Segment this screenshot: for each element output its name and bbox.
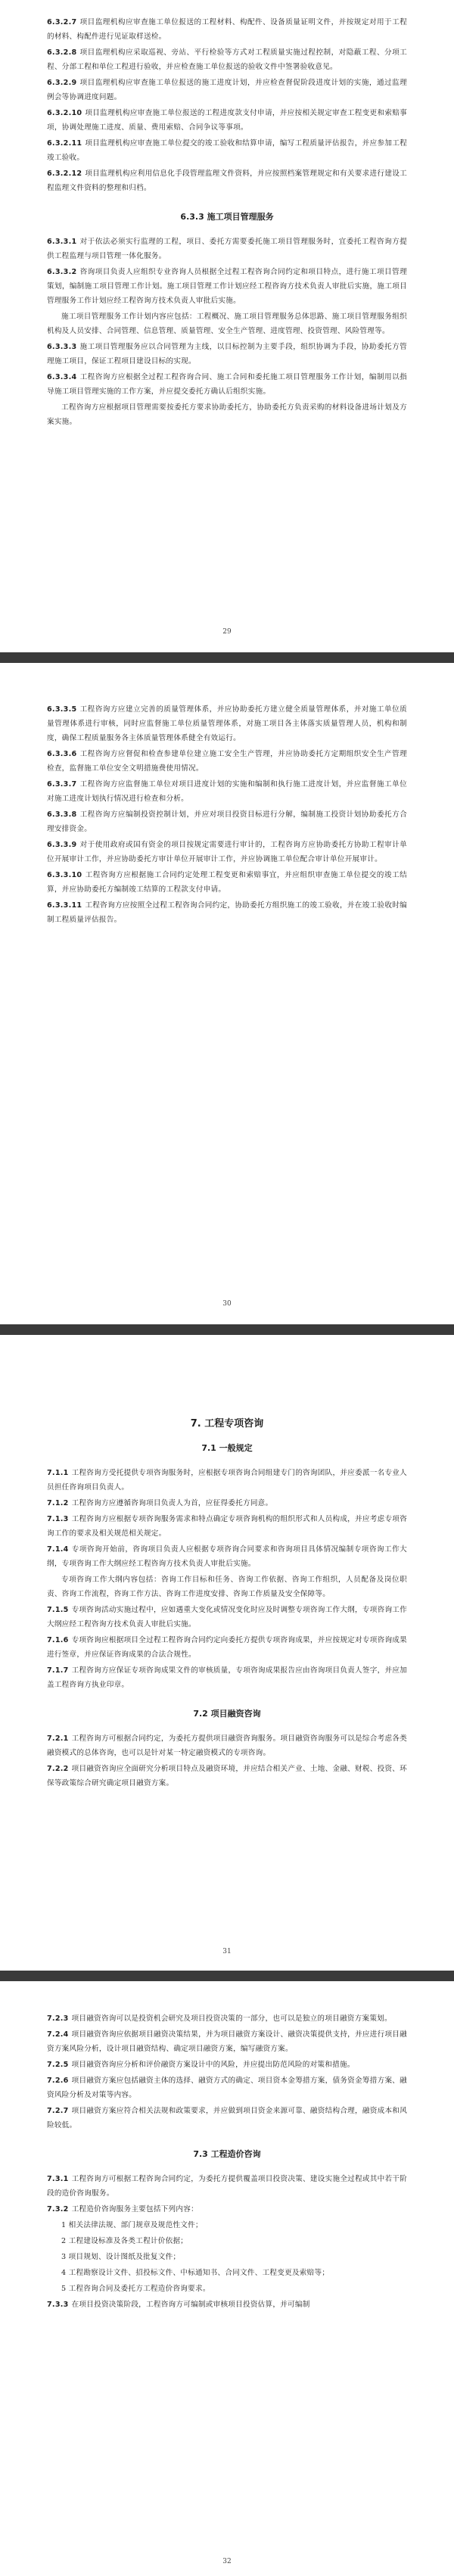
- clause-paragraph: 7.1.5 专项咨询活动实施过程中，应如遇重大变化或情况变化时应及时调整专项咨询工作大纲，专项咨询工作大纲应经工程咨询方技术负责人审批后实施。: [47, 1606, 407, 1629]
- clause-paragraph: 6.3.3.9 对于使用政府或国有资金的项目按规定需要进行审计的，工程咨询方应协助委托方协助工程审计单位开展审计工作，并应协助委托方审计单位开展审计工作，并应协调施工单位配合审计单位开展审计。: [47, 841, 407, 863]
- clause-paragraph: 7.3.2 工程造价咨询服务主要包括下列内容：: [47, 2205, 198, 2214]
- clause-paragraph: 6.3.3.3 施工项目管理服务应以合同管理为主线，以目标控制为主要手段，组织协调为手段，协助委托方管理施工项目，保证工程项目建设目标的实现。: [47, 343, 407, 366]
- clause-paragraph: 7.1.3 工程咨询方应根据专项咨询服务需求和特点确定专项咨询机构的组织形式和人员构成，并应考虑专项咨询工作的要求及相关规范相关规定。: [47, 1515, 407, 1538]
- clause-paragraph: 7.1.4 专项咨询开始前，咨询项目负责人应根据专项咨询合同要求和咨询项目具体情况编制专项咨询工作大纲，专项咨询工作大纲应经工程咨询方技术负责人审批后实施。: [47, 1545, 407, 1568]
- clause-paragraph: 6.3.3.6 工程咨询方应督促和检查参建单位建立施工安全生产管理，并应协助委托方定期组织安全生产管理检查，监督施工单位安全文明措施费使用情况。: [47, 750, 407, 773]
- page-body: [47, 702, 407, 929]
- page-number: 29: [222, 628, 232, 636]
- page-body: [47, 2011, 407, 2313]
- clause-paragraph: 7.2.1 工程咨询方可根据合同约定，为委托方提供项目融资咨询服务。项目融资咨询服务可以是综合考虑各类融资模式的总体咨询，也可以是针对某一特定融资模式的专项咨询。: [47, 1734, 407, 1757]
- page-number: 32: [222, 2558, 232, 2565]
- document-page-31: [0, 1336, 454, 1969]
- page-separator: [0, 1971, 454, 1981]
- clause-paragraph: 6.3.2.11 项目监理机构应审查施工单位提交的竣工验收和结算申请，编写工程质量评估报告，并应参加工程竣工验收。: [47, 139, 407, 162]
- clause-paragraph: 专项咨询工作大纲内容包括：咨询工作目标和任务、咨询工作依据、咨询工作组织，人员配备及岗位职责、咨询工作流程，咨询工作方法、咨询工作进度安排、咨询工作质量及安全保障等。: [47, 1576, 407, 1598]
- clause-paragraph: 7.1.7 工程咨询方应保证专项咨询成果文件的审核质量，专项咨询成果报告应由咨询项目负责人签字，并应加盖工程咨询方执业印章。: [47, 1666, 407, 1689]
- clause-paragraph: 7.1.2 工程咨询方应遵循咨询项目负责人为首，应征得委托方同意。: [47, 1499, 273, 1507]
- clause-paragraph: 7.2.2 项目融资咨询应全面研究分析项目特点及融资环境，并应结合相关产业、土地、金融、财税、投资、环保等政策综合研究确定项目融资方案。: [47, 1765, 407, 1787]
- clause-paragraph: 7.2.3 项目融资咨询可以是投资机会研究及项目投资决策的一部分，也可以是独立的项目融资方案策划。: [47, 2014, 392, 2023]
- clause-paragraph: 6.3.3.5 工程咨询方应建立完善的质量管理体系，并应协助委托方建立健全质量管理体系，并对施工单位质量管理体系进行审核，同时应监督施工单位质量管理体系，对施工项目各主体落实质量管理人员，机构和制度，确保工程质量服务各主体质量管理体系健全有效运行。: [47, 705, 407, 742]
- page-separator: [0, 1324, 454, 1335]
- clause-paragraph: 7.2.5 项目融资咨询应分析和评价融资方案设计中的风险，并应提出防范风险的对策和措施。: [47, 2061, 355, 2069]
- section-heading: 7.3 工程造价咨询: [193, 2149, 261, 2159]
- clause-paragraph: 7.2.7 项目融资方案应符合相关法规和政策要求，并应做到项目资金来源可靠、融资结构合理，融资成本和风险较低。: [47, 2107, 407, 2130]
- chapter-heading: 7. 工程专项咨询: [190, 1418, 264, 1430]
- page-number: 30: [222, 1300, 232, 1308]
- section-heading: 6.3.3 施工项目管理服务: [180, 212, 274, 222]
- clause-paragraph: 工程咨询方应根据项目管理需要按委托方要求协助委托方，协助委托方负责采购的材料设备进场计划及方案实施。: [47, 403, 407, 426]
- section-heading: 7.2 项目融资咨询: [193, 1709, 261, 1719]
- document-page-30: [0, 664, 454, 1323]
- clause-paragraph: 施工项目管理服务工作计划内容应包括：工程概况、施工项目管理服务总体思路、施工项目管理服务组织机构及人员安排、合同管理、信息管理、质量管理、安全生产管理、进度管理、投资管理、风险管理等。: [47, 313, 407, 335]
- clause-paragraph: 6.3.3.1 对于依法必须实行监理的工程，项目、委托方需要委托施工项目管理服务时，宜委托工程咨询方提供工程监理与项目管理一体化服务。: [47, 238, 407, 260]
- list-item: 2 工程建设标准及各类工程计价依据；: [61, 2237, 188, 2245]
- clause-paragraph: 6.3.2.9 项目监理机构应审查施工单位报送的施工进度计划，并应检查督促阶段进度计划的实施，通过监理例会等协调进度问题。: [47, 79, 407, 101]
- clause-paragraph: 7.3.1 工程咨询方可根据工程咨询合同约定，为委托方提供覆盖项目投资决策、建设实施全过程或其中若干阶段的造价咨询服务。: [47, 2175, 407, 2198]
- clause-paragraph: 6.3.3.7 工程咨询方应监督施工单位对项目进度计划的实施和编制和执行施工进度计划，并应监督施工单位对施工进度计划执行情况进行检查和分析。: [47, 780, 407, 803]
- clause-paragraph: 7.1.6 专项咨询应根据项目全过程工程咨询合同约定向委托方提供专项咨询成果，并应按规定对专项咨询成果进行签章，并应保证咨询成果的合法合规性。: [47, 1636, 407, 1659]
- clause-paragraph: 6.3.3.11 工程咨询方应按照全过程工程咨询合同约定，协助委托方组织施工的竣工验收，并在竣工验收时编制工程质量评估报告。: [47, 901, 407, 924]
- list-item: 4 工程勘察设计文件、招投标文件、中标通知书、合同文件、工程变更及索赔等；: [61, 2269, 330, 2277]
- clause-paragraph: 6.3.3.4 工程咨询方应根据全过程工程咨询合同、施工合同和委托施工项目管理服务工作计划，编制用以指导施工项目管理实施的工作方案，并应提交委托方确认后组织实施。: [47, 373, 407, 396]
- clause-paragraph: 6.3.2.8 项目监理机构应采取巡视、旁站、平行检验等方式对工程质量实施过程控制，对隐蔽工程、分项工程、分部工程和单位工程进行验收，并应检查施工单位报送的验收文件中签署验收意见。: [47, 48, 407, 71]
- page-separator: [0, 652, 454, 663]
- clause-paragraph: 6.3.3.8 工程咨询方应编制投资控制计划，并应对项目投资目标进行分解，编制施工投资计划协助委托方合理安排资金。: [47, 810, 407, 833]
- clause-paragraph: 7.2.4 项目融资咨询应依据项目融资决策结果，并为项目融资方案设计、融资决策提供支持，并应进行项目融资方案风险分析，设计项目融资结构、确定项目融资方案，编写融资方案。: [47, 2030, 407, 2053]
- clause-paragraph: 7.1.1 工程咨询方受托提供专项咨询服务时，应根据专项咨询合同组建专门的咨询团队，并应委派一名专业人员担任咨询项目负责人。: [47, 1469, 407, 1492]
- page-body: [47, 15, 407, 431]
- list-item: 5 工程咨询合同及委托方工程造价咨询要求。: [61, 2285, 210, 2293]
- clause-paragraph: 6.3.3.2 咨询项目负责人应组织专业咨询人员根据全过程工程咨询合同约定和项目特点，进行施工项目管理策划，编制施工项目管理工作计划。施工项目管理工作计划应经工程咨询方技术负责人审批后实施，施工项目管理服务工作计划应经工程咨询方技术负责人审批后实施。: [47, 268, 407, 305]
- page-number: 31: [222, 1948, 232, 1955]
- list-item: 3 项目规划、设计图纸及批复文件；: [61, 2253, 181, 2261]
- clause-paragraph: 7.3.3 在项目投资决策阶段，工程咨询方可编制或审核项目投资估算，并可编制: [47, 2301, 310, 2309]
- clause-paragraph: 6.3.2.7 项目监理机构应审查施工单位报送的工程材料、构配件、设备质量证明文件，并按规定对用于工程的材料、构配件进行见证取样送检。: [47, 18, 407, 41]
- page-body: [47, 1415, 407, 1792]
- clause-paragraph: 6.3.2.12 项目监理机构应利用信息化手段管理监理文件资料，并应按照档案管理规定和有关要求进行建设工程监理文件资料的整理和归档。: [47, 170, 407, 192]
- clause-paragraph: 6.3.2.10 项目监理机构应审查施工单位报送的工程进度款支付申请，并应按相关规定审查工程变更和索赔事项，协调处理施工进度、质量、费用索赔、合同争议等事项。: [47, 109, 407, 132]
- list-item: 1 相关法律法规、部门规章及规范性文件；: [61, 2221, 203, 2229]
- clause-paragraph: 6.3.3.10 工程咨询方应根据施工合同约定处理工程变更和索赔事宜，并应组织审查施工单位提交的竣工结算，并应协助委托方编制竣工结算的工程款支付申请。: [47, 871, 407, 894]
- document-page-32: [0, 1983, 454, 2576]
- section-heading: 7.1 一般规定: [201, 1443, 253, 1453]
- document-page-29: [0, 0, 454, 651]
- clause-paragraph: 7.2.6 项目融资方案应包括融资主体的选择、融资方式的确定、项目资本金筹措方案，债务资金筹措方案、融资风险分析及对策等内容。: [47, 2077, 407, 2099]
